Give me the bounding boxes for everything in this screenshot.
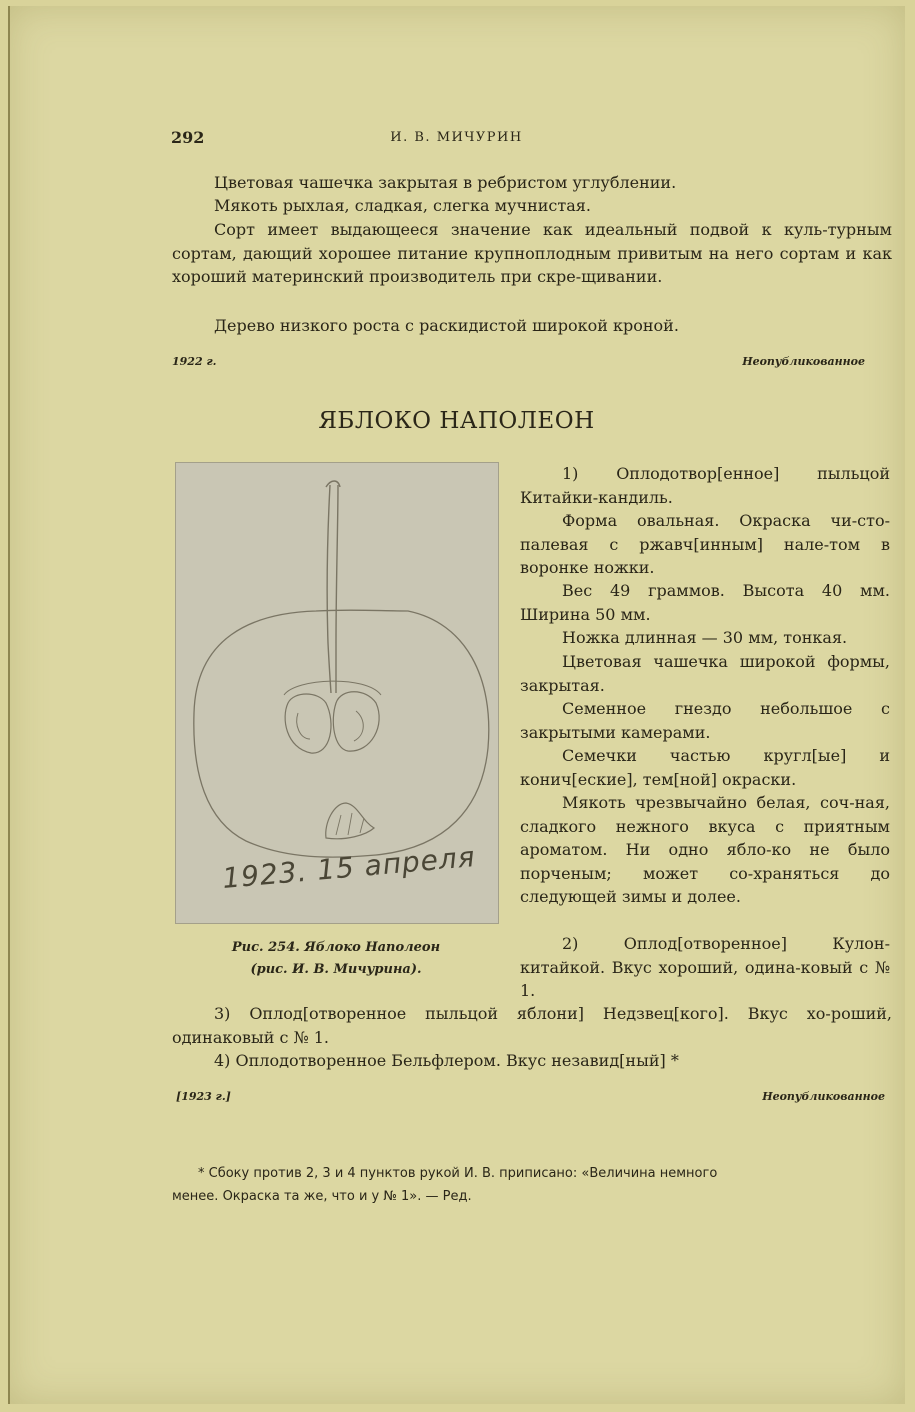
handwritten-date: 1923. 15 апреля: [221, 840, 477, 895]
full-paragraph-1: 3) Оплод[отворенное пыльцой яблони] Недзвец[кого]. Вкус хо-роший, одинаковый с № 1.: [172, 1004, 892, 1047]
top-paragraph-2: Мякоть рыхлая, сладкая, слегка мучнистая.: [214, 196, 591, 215]
footnote-line-2: менее. Окраска та же, что и у № 1». — Ред.: [172, 1189, 472, 1204]
page-header: [8, 128, 905, 150]
right-paragraph-4: Ножка длинная — 30 мм, тонкая.: [562, 628, 848, 647]
page-number: 292: [171, 128, 205, 147]
right-paragraph-1: 1) Оплодотвор[енное] пыльцой Китайки-кандиль.: [520, 464, 890, 507]
top-status: Неопубликованное: [742, 355, 865, 368]
top-date: 1922 г.: [172, 355, 217, 368]
book-page: [8, 6, 905, 1404]
figure-caption: [175, 937, 497, 981]
right-paragraph-9: 2) Оплод[отворенное] Кулон-китайкой. Вкус хороший, одина-ковый с № 1.: [520, 934, 890, 1000]
top-paragraph-4: Дерево низкого роста с раскидистой широкой кроной.: [214, 316, 679, 335]
top-paragraph-3: Сорт имеет выдающееся значение как идеальный подвой к куль-турным сортам, дающий хорошее питание крупноплодным привитым на него сортам и как хороший материнский производитель при скре-щивании.: [172, 220, 892, 286]
right-paragraph-8: Мякоть чрезвычайно белая, соч-ная, сладкого нежного вкуса с приятным ароматом. Ни одно ябло-ко не было порченым; может со-храняться до следующей зимы и долее.: [520, 793, 890, 906]
article-status: Неопубликованное: [762, 1090, 885, 1103]
running-head: И. В. МИЧУРИН: [390, 130, 523, 145]
right-paragraph-6: Семенное гнездо небольшое с закрытыми камерами.: [520, 699, 890, 742]
caption-line-1: Рис. 254. Яблоко Наполеон: [231, 940, 441, 955]
article-date: [1923 г.]: [176, 1090, 231, 1103]
right-paragraph-5: Цветовая чашечка широкой формы, закрытая.: [520, 652, 890, 695]
footnote-line-1: * Сбоку против 2, 3 и 4 пунктов рукой И. В. приписано: «Величина немного: [198, 1166, 718, 1181]
top-paragraph-1: Цветовая чашечка закрытая в ребристом углублении.: [214, 173, 677, 192]
article-title: ЯБЛОКО НАПОЛЕОН: [318, 408, 595, 434]
right-paragraph-2: Форма овальная. Окраска чи-сто-палевая с ржавч[инным] нале-том в воронке ножки.: [520, 511, 890, 577]
right-paragraph-7: Семечки частью кругл[ые] и конич[еские], тем[ной] окраски.: [520, 746, 890, 789]
apple-drawing-figure: [175, 462, 499, 924]
full-paragraph-2: 4) Оплодотворенное Бельфлером. Вкус незавид[ный] *: [214, 1051, 679, 1070]
right-paragraph-3: Вес 49 граммов. Высота 40 мм. Ширина 50 мм.: [520, 581, 890, 624]
footnote: [172, 1162, 898, 1208]
caption-line-2: (рис. И. В. Мичурина).: [250, 962, 422, 977]
